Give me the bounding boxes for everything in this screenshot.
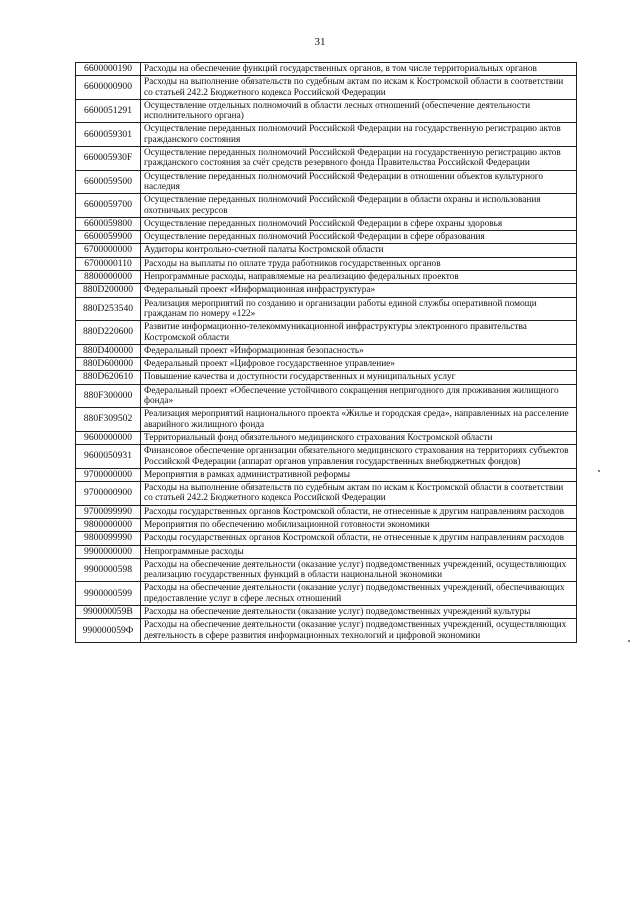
expense-code: 880D200000	[76, 284, 141, 297]
table-row	[76, 244, 577, 257]
table-row	[76, 408, 577, 432]
expense-description: Расходы на обеспечение функций государственных органов, в том числе территориальных органов	[141, 63, 577, 76]
page-number: 31	[314, 36, 326, 48]
table-row	[76, 344, 577, 357]
expense-description: Развитие информационно-телекоммуникационной инфраструктуры электронного правительства Костромской области	[141, 321, 577, 345]
table-row	[76, 284, 577, 297]
table-row	[76, 297, 577, 321]
table-row	[76, 582, 577, 606]
expense-code: 9900000599	[76, 582, 141, 606]
expense-code: 880D620610	[76, 371, 141, 384]
expense-description: Аудиторы контрольно-счетной палаты Костромской области	[141, 244, 577, 257]
expense-code: 6600059301	[76, 123, 141, 147]
expense-code: 9700099990	[76, 505, 141, 518]
table-row	[76, 468, 577, 481]
expense-code: 990000059В	[76, 606, 141, 619]
expense-description: Осуществление переданных полномочий Российской Федерации в сфере образования	[141, 231, 577, 244]
expense-description: Расходы на обеспечение деятельности (оказание услуг) подведомственных учреждений культуры	[141, 606, 577, 619]
expense-description: Финансовое обеспечение организации обязательного медицинского страхования на территориях субъектов Российской Федерации (аппарат органов управления государственных внебюджетных фондов)	[141, 445, 577, 469]
expense-description: Мероприятия по обеспечению мобилизационной готовности экономики	[141, 518, 577, 531]
expense-code: 9800099990	[76, 532, 141, 545]
expense-description: Расходы на обеспечение деятельности (оказание услуг) подведомственных учреждений, осуществляющих деятельность в сфере развития информационных технологий и цифровой экономики	[141, 619, 577, 643]
table-row	[76, 217, 577, 230]
table-row	[76, 63, 577, 76]
expense-description: Федеральный проект «Информационная безопасность»	[141, 344, 577, 357]
expense-code: 8800000000	[76, 271, 141, 284]
expense-code: 6600059900	[76, 231, 141, 244]
expense-description: Повышение качества и доступности государственных и муниципальных услуг	[141, 371, 577, 384]
table-row	[76, 431, 577, 444]
table-row	[76, 231, 577, 244]
expense-description: Осуществление переданных полномочий Российской Федерации в области охраны и использования охотничьих ресурсов	[141, 194, 577, 218]
expense-code: 6700000000	[76, 244, 141, 257]
expense-code: 880F309502	[76, 408, 141, 432]
expense-code: 9600050931	[76, 445, 141, 469]
expense-description: Реализация мероприятий национального проекта «Жилье и городская среда», направленных на расселение аварийного жилищного фонда	[141, 408, 577, 432]
expense-code: 9900000000	[76, 545, 141, 558]
expense-description: Осуществление переданных полномочий Российской Федерации в сфере охраны здоровья	[141, 217, 577, 230]
expense-code: 990000059Ф	[76, 619, 141, 643]
table-row	[76, 321, 577, 345]
table-row	[76, 358, 577, 371]
table-row	[76, 123, 577, 147]
expense-code: 9800000000	[76, 518, 141, 531]
expense-code: 880D253540	[76, 297, 141, 321]
table-row	[76, 76, 577, 100]
scan-speck	[598, 470, 600, 472]
expense-description: Мероприятия в рамках административной реформы	[141, 468, 577, 481]
expense-description: Территориальный фонд обязательного медицинского страхования Костромской области	[141, 431, 577, 444]
expense-code: 9900000598	[76, 558, 141, 582]
expense-description: Осуществление переданных полномочий Российской Федерации на государственную регистрацию актов гражданского состояния за счёт средств резервного фонда Правительства Российской Федерации	[141, 147, 577, 171]
table-row	[76, 558, 577, 582]
expense-code: 6600059800	[76, 217, 141, 230]
table-row	[76, 371, 577, 384]
expense-code: 9600000000	[76, 431, 141, 444]
expense-description: Непрограммные расходы, направляемые на реализацию федеральных проектов	[141, 271, 577, 284]
table-row	[76, 532, 577, 545]
expense-description: Расходы на выплаты по оплате труда работников государственных органов	[141, 257, 577, 270]
expense-description: Федеральный проект «Информационная инфраструктура»	[141, 284, 577, 297]
expense-code: 880D220600	[76, 321, 141, 345]
expense-description: Осуществление переданных полномочий Российской Федерации на государственную регистрацию актов гражданского состояния	[141, 123, 577, 147]
table-row	[76, 147, 577, 171]
expense-code: 6600000190	[76, 63, 141, 76]
table-row	[76, 384, 577, 408]
expense-description: Расходы государственных органов Костромской области, не отнесенные к другим направлениям расходов	[141, 532, 577, 545]
expense-code: 9700000900	[76, 482, 141, 506]
expense-code: 6700000110	[76, 257, 141, 270]
expense-code: 6600000900	[76, 76, 141, 100]
table-row	[76, 99, 577, 123]
expense-code: 6600059700	[76, 194, 141, 218]
table-row	[76, 257, 577, 270]
budget-codes-table	[75, 62, 577, 643]
expense-description: Расходы государственных органов Костромской области, не отнесенные к другим направлениям расходов	[141, 505, 577, 518]
expense-code: 6600059500	[76, 170, 141, 194]
expense-code: 880D600000	[76, 358, 141, 371]
expense-description: Расходы на обеспечение деятельности (оказание услуг) подведомственных учреждений, осуществляющих реализацию государственных функций в области национальной экономики	[141, 558, 577, 582]
expense-description: Реализация мероприятий по созданию и организации работы единой службы оперативной помощи гражданам по номеру «122»	[141, 297, 577, 321]
expense-description: Федеральный проект «Цифровое государственное управление»	[141, 358, 577, 371]
expense-description: Федеральный проект «Обеспечение устойчивого сокращения непригодного для проживания жилищного фонда»	[141, 384, 577, 408]
table-row	[76, 271, 577, 284]
table-row	[76, 545, 577, 558]
expense-description: Расходы на выполнение обязательств по судебным актам по искам к Костромской области в соответствии со статьей 242.2 Бюджетного кодекса Российской Федерации	[141, 76, 577, 100]
scan-speck	[628, 640, 630, 642]
table-row	[76, 445, 577, 469]
expense-description: Осуществление отдельных полномочий в области лесных отношений (обеспечение деятельности исполнительного органа)	[141, 99, 577, 123]
table-row	[76, 518, 577, 531]
table-row	[76, 482, 577, 506]
expense-description: Осуществление переданных полномочий Российской Федерации в отношении объектов культурного наследия	[141, 170, 577, 194]
table-row	[76, 194, 577, 218]
expense-description: Расходы на выполнение обязательств по судебным актам по искам к Костромской области в соответствии со статьей 242.2 Бюджетного кодекса Российской Федерации	[141, 482, 577, 506]
table-row	[76, 606, 577, 619]
expense-code: 660005930F	[76, 147, 141, 171]
expense-code: 880F300000	[76, 384, 141, 408]
expense-description: Непрограммные расходы	[141, 545, 577, 558]
table-body	[76, 63, 577, 643]
expense-code: 9700000000	[76, 468, 141, 481]
table-row	[76, 619, 577, 643]
expense-code: 6600051291	[76, 99, 141, 123]
expense-description: Расходы на обеспечение деятельности (оказание услуг) подведомственных учреждений, обеспечивающих предоставление услуг в сфере лесных отношений	[141, 582, 577, 606]
table-row	[76, 170, 577, 194]
table-row	[76, 505, 577, 518]
expense-code: 880D400000	[76, 344, 141, 357]
